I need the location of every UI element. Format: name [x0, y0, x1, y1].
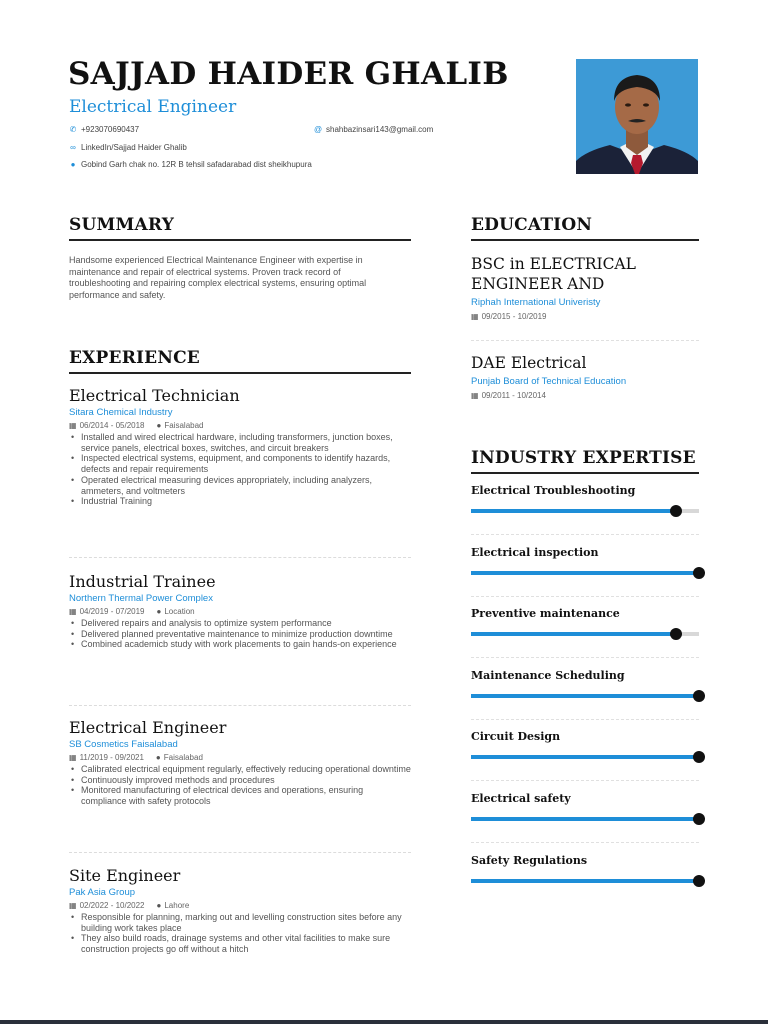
skill-name: Electrical inspection	[471, 546, 599, 559]
calendar-icon: ▦	[69, 753, 77, 762]
contact-address	[69, 160, 312, 169]
job-location	[157, 901, 190, 910]
phone-text: +923070690437	[81, 125, 140, 134]
skill-name: Electrical safety	[471, 792, 571, 805]
job-location	[157, 607, 195, 616]
job-title: Electrical Engineer	[69, 718, 227, 737]
job-meta	[69, 607, 411, 616]
address-text: Gobind Garh chak no. 12R B tehsil safadarabad dist sheikhupura	[81, 160, 312, 169]
skill-level-bar	[471, 879, 699, 883]
education-rule	[471, 239, 699, 241]
skill-level-marker	[693, 751, 705, 763]
skill-divider	[471, 596, 699, 597]
education-dates	[471, 312, 699, 321]
experience-heading: EXPERIENCE	[69, 348, 200, 368]
candidate-name: SAJJAD HAIDER GHALIB	[68, 56, 509, 92]
job-bullet: • Operated electrical measuring devices appropriately, including analyzers, ammeters, and voltmeters	[69, 475, 411, 496]
job-company: Northern Thermal Power Complex	[69, 593, 213, 604]
job-meta	[69, 901, 411, 910]
job-title: Site Engineer	[69, 866, 181, 885]
skill-level-bar	[471, 509, 699, 513]
job-company: SB Cosmetics Faisalabad	[69, 739, 178, 750]
skill-level-bar	[471, 694, 699, 698]
job-bullets	[69, 912, 411, 955]
email-text[interactable]: shahbazinsari143@gmail.com	[326, 125, 434, 134]
job-dates	[69, 607, 145, 616]
linkedin-text[interactable]: LinkedIn/Sajjad Haider Ghalib	[81, 143, 187, 152]
education-dates-text: 09/2015 - 10/2019	[481, 312, 547, 321]
job-bullet: • Installed and wired electrical hardware, including transformers, junction boxes, service panels, electrical boxes, switches, and circuit breakers	[69, 432, 411, 453]
calendar-icon: ▦	[69, 901, 77, 910]
job-bullets	[69, 432, 411, 507]
job-bullet: • Calibrated electrical equipment regularly, effectively reducing operational downtime	[69, 764, 411, 775]
profile-photo	[576, 59, 698, 174]
skill-item	[471, 546, 699, 586]
location-pin-icon: ●	[156, 421, 162, 430]
summary-heading: SUMMARY	[69, 215, 175, 235]
expertise-heading: INDUSTRY EXPERTISE	[471, 448, 696, 468]
job-bullets	[69, 764, 411, 807]
job-location	[156, 753, 203, 762]
job-meta	[69, 421, 411, 430]
job-bullet: • They also build roads, drainage systems and other vital facilities to make sure construction projects go off without a hitch	[69, 933, 411, 954]
job-company: Pak Asia Group	[69, 887, 136, 898]
job-dates-text: 06/2014 - 05/2018	[79, 421, 145, 430]
contact-phone	[69, 125, 139, 134]
bottom-bar	[0, 1020, 768, 1024]
job-bullets	[69, 618, 411, 650]
skill-level-bar	[471, 571, 699, 575]
education-school: Punjab Board of Technical Education	[471, 376, 627, 387]
skill-name: Electrical Troubleshooting	[471, 484, 636, 497]
location-pin-icon: ●	[70, 160, 76, 169]
skill-divider	[471, 657, 699, 658]
job-bullet: • Delivered repairs and analysis to optimize system performance	[69, 618, 411, 629]
profile-photo-illustration	[576, 59, 698, 174]
candidate-role: Electrical Engineer	[69, 97, 237, 117]
skill-name: Maintenance Scheduling	[471, 669, 625, 682]
link-icon: ∞	[70, 143, 76, 152]
skill-item	[471, 484, 699, 524]
skill-level-bar	[471, 817, 699, 821]
skill-level-bar	[471, 755, 699, 759]
skill-divider	[471, 719, 699, 720]
job-dates-text: 04/2019 - 07/2019	[79, 607, 145, 616]
education-degree: BSC in ELECTRICAL ENGINEER AND	[471, 255, 636, 293]
location-pin-icon: ●	[156, 901, 162, 910]
skill-item	[471, 854, 699, 894]
job-title: Electrical Technician	[69, 386, 240, 405]
job-location-text: Faisalabad	[164, 421, 204, 430]
education-entry	[471, 353, 699, 400]
job-entry	[69, 866, 411, 955]
job-bullet: • Combined academicb study with work placements to gain hands-on experience	[69, 639, 411, 650]
job-entry	[69, 572, 411, 650]
job-bullet: • Responsible for planning, marking out and levelling construction sites before any building work takes place	[69, 912, 411, 933]
skill-level-marker	[693, 690, 705, 702]
job-bullet: • Continuously improved methods and procedures	[69, 775, 411, 786]
job-dates	[69, 901, 145, 910]
skill-level-marker	[670, 628, 682, 640]
job-location-text: Lahore	[164, 901, 190, 910]
job-dates-text: 02/2022 - 10/2022	[79, 901, 145, 910]
skill-divider	[471, 534, 699, 535]
skill-level-marker	[693, 567, 705, 579]
skill-level-fill	[471, 817, 699, 821]
skill-level-fill	[471, 694, 699, 698]
summary-text: Handsome experienced Electrical Maintenance Engineer with expertise in maintenance and repair of electrical systems. Proven track record of troubleshooting and repairing complex electrical systems, ensuring optimal performance and safety.	[69, 255, 367, 300]
skill-level-fill	[471, 879, 699, 883]
skill-level-fill	[471, 571, 699, 575]
phone-icon: ✆	[69, 125, 77, 134]
location-pin-icon: ●	[155, 753, 161, 762]
calendar-icon: ▦	[471, 391, 479, 400]
calendar-icon: ▦	[69, 421, 77, 430]
education-heading: EDUCATION	[471, 215, 593, 235]
skill-level-fill	[471, 632, 676, 636]
calendar-icon: ▦	[471, 312, 479, 321]
skill-level-marker	[670, 505, 682, 517]
skill-level-marker	[693, 813, 705, 825]
skill-item	[471, 669, 699, 709]
contact-linkedin[interactable]	[69, 143, 187, 152]
skill-level-fill	[471, 509, 676, 513]
job-company: Sitara Chemical Industry	[69, 407, 173, 418]
job-location	[157, 421, 204, 430]
skill-item	[471, 607, 699, 647]
job-dates-text: 11/2019 - 09/2021	[79, 753, 144, 762]
at-icon: @	[314, 125, 323, 134]
skill-item	[471, 730, 699, 770]
summary-rule	[69, 239, 411, 241]
skill-item	[471, 792, 699, 832]
skill-divider	[471, 780, 699, 781]
skill-name: Circuit Design	[471, 730, 561, 743]
skill-name: Safety Regulations	[471, 854, 588, 867]
education-degree: DAE Electrical	[471, 354, 587, 372]
job-entry	[69, 718, 411, 807]
job-bullet: • Delivered planned preventative maintenance to minimize production downtime	[69, 629, 411, 640]
skill-divider	[471, 842, 699, 843]
skill-name: Preventive maintenance	[471, 607, 620, 620]
job-title: Industrial Trainee	[69, 572, 216, 591]
education-entry	[471, 254, 699, 321]
education-school: Riphah International Univeristy	[471, 297, 601, 308]
job-bullet: • Inspected electrical systems, equipment, and components to identify hazards, defects and repair requirements	[69, 453, 411, 474]
experience-rule	[69, 372, 411, 374]
job-dates	[69, 753, 144, 762]
job-dates	[69, 421, 145, 430]
job-bullet: • Monitored manufacturing of electrical devices and operations, ensuring compliance with safety protocols	[69, 785, 411, 806]
skill-level-marker	[693, 875, 705, 887]
job-divider	[69, 557, 411, 558]
skill-level-bar	[471, 632, 699, 636]
job-divider	[69, 705, 411, 706]
job-location-text: Location	[164, 607, 195, 616]
job-meta	[69, 753, 411, 762]
education-divider	[471, 340, 699, 341]
location-pin-icon: ●	[156, 607, 162, 616]
skill-level-fill	[471, 755, 699, 759]
job-divider	[69, 852, 411, 853]
contact-email[interactable]	[314, 125, 433, 134]
expertise-rule	[471, 472, 699, 474]
job-bullet: • Industrial Training	[69, 496, 411, 507]
job-location-text: Faisalabad	[163, 753, 203, 762]
job-entry	[69, 386, 411, 507]
education-dates-text: 09/2011 - 10/2014	[481, 391, 546, 400]
education-dates	[471, 391, 699, 400]
calendar-icon: ▦	[69, 607, 77, 616]
